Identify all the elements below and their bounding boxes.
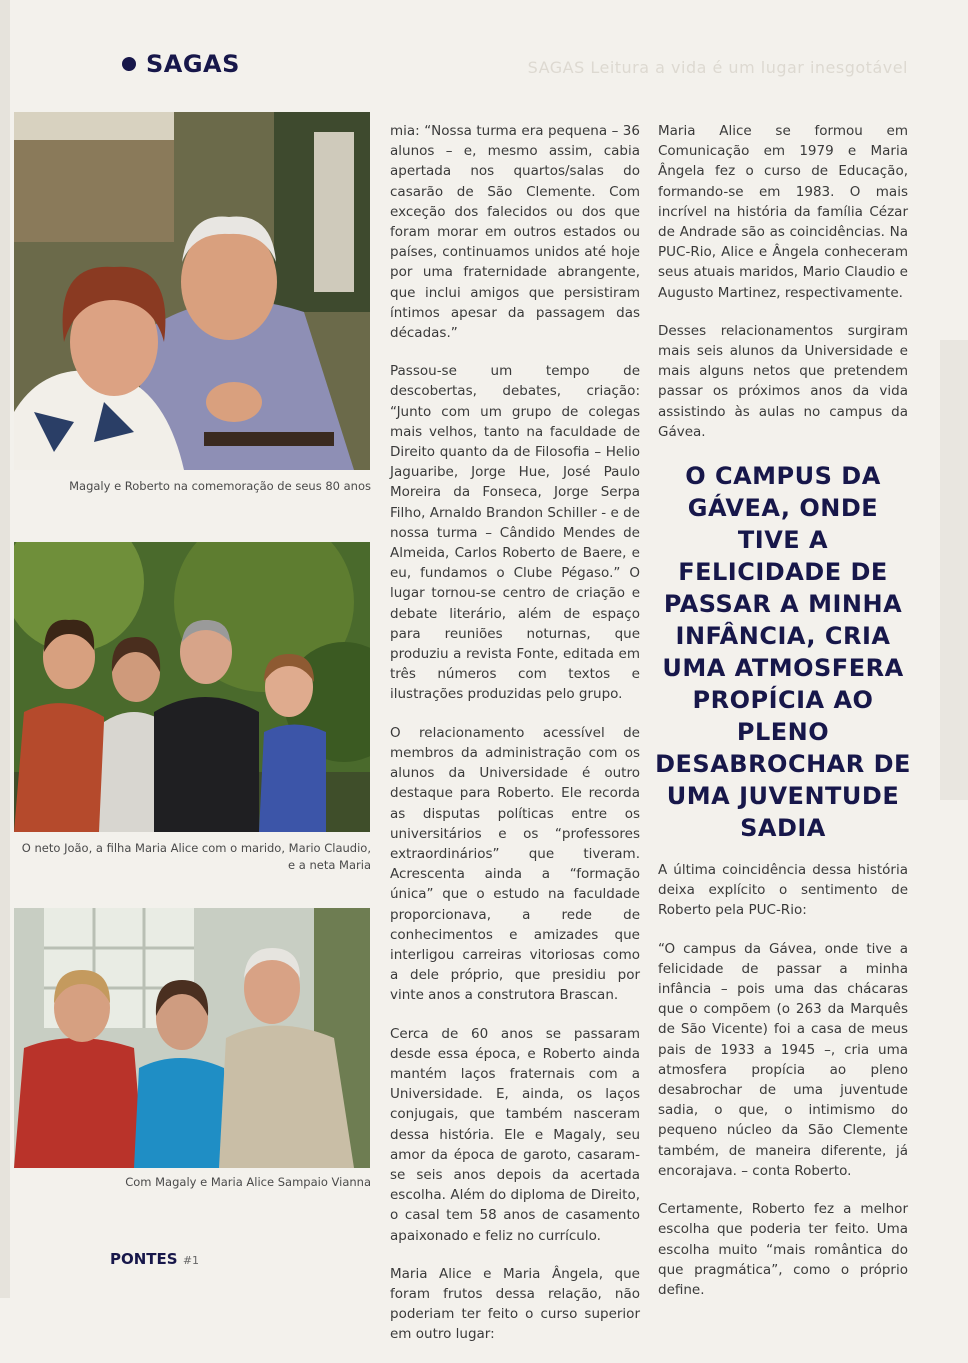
paragraph: “O campus da Gávea, onde tive a felicidade de passar a minha infância – pois uma das chácaras que o compõem (o 263 da Marquês de São Vicente) foi a casa de meus pais de 1933 a 1945 –, cria uma atmosfera propícia ao pleno desabrochar de uma juventude sadia, o que, o intimismo do pequeno núcleo da São Clemente também, de maneira diferente, já encorajava. – conta Roberto. (658, 940, 908, 1179)
photo-magaly-roberto (14, 112, 370, 470)
paragraph: O relacionamento acessível de membros da administração com os alunos da Universidade é outro destaque para Roberto. Ele recorda as disputas políticas entre os universitários e os “professores extraordinários” que tiveram. Acrescenta ainda a “formação única” que o estudo na faculdade proporcionava, a rede de conhecimentos e amizades que interligou carreiras vitoriosas como a dele próprio, que presidiu por vinte anos a construtora Brascan. (390, 724, 640, 1004)
photo-family-garden (14, 542, 370, 832)
paragraph: Cerca de 60 anos se passaram desde essa época, e Roberto ainda mantém laços fraternais com a Universidade. E, ainda, os laços conjugais, que também nasceram dessa história. Ele e Magaly, seu amor da época de garoto, casaram-se seis anos depois da acertada escolha. Além do diploma de Direito, o casal tem 58 anos de casamento apaixonado e feliz no currículo. (390, 1025, 640, 1244)
paragraph: Maria Alice se formou em Comunicação em 1979 e Maria Ângela fez o curso de Educação, formando-se em 1983. O mais incrível na história da família Cézar de Andrade são as coincidências. Na PUC-Rio, Alice e Ângela conheceram seus atuais maridos, Mario Claudio e Augusto Martinez, respectivamente. (658, 123, 908, 301)
photo-caption: Com Magaly e Maria Alice Sampaio Vianna (125, 1175, 371, 1189)
bullet-icon (122, 57, 136, 71)
page-edge (0, 0, 10, 1298)
paragraph: Desses relacionamentos surgiram mais seis alunos da Universidade e mais alguns netos que pretendem passar os próximos anos da vida assistindo às aulas no campus da Gávea. (658, 322, 908, 440)
section-title: SAGAS (146, 50, 240, 78)
photo-three-people (14, 908, 370, 1168)
photo-caption: Magaly e Roberto na comemoração de seus 80 anos (69, 479, 371, 493)
paragraph: Passou-se um tempo de descobertas, debates, criação: “Junto com um grupo de colegas mais velhos, tanto na faculdade de Direito quanto da de Filosofia – Helio Jaguaribe, Jorge Hue, José Paulo Moreira da Fonseca, Jorge Serpa Filho, Arnaldo Brandon Schiller - e de nossa turma – Cândido Mendes de Almeida, Carlos Roberto de Baere, e eu, fundamos o Clube Pégaso.” O lugar tornou-se centro de criação e debate literário, além de espaço para reuniões noturnas, que produziu a revista Fonte, editada em três números com textos e ilustrações produzidas pelo grupo. (390, 363, 640, 703)
page-shadow (940, 340, 968, 800)
paragraph: A última coincidência dessa história deixa explícito o sentimento de Roberto pela PUC-Rio: (658, 862, 908, 919)
magazine-brand: PONTES (110, 1250, 178, 1268)
paragraph: mia: “Nossa turma era pequena – 36 alunos – e, mesmo assim, cabia apertada nos quartos/salas do casarão de São Clemente. Com exceção dos falecidos ou dos que foram morar em outros estados ou países, continuamos unidos até hoje por uma fraternidade abrangente, que inclui amigos que persistiram íntimos apesar da passagem das décadas.” (390, 123, 640, 342)
photo-caption: O neto João, a filha Maria Alice com o marido, Mario Claudio, e a neta Maria (21, 841, 371, 872)
issue-number: #1 (182, 1254, 200, 1267)
paragraph: Maria Alice e Maria Ângela, que foram frutos dessa relação, não poderiam ter feito o curso superior em outro lugar: (390, 1265, 640, 1343)
article-column-middle (390, 121, 640, 1363)
section-header (122, 50, 240, 78)
article-column-right (655, 121, 911, 1318)
page-footer (110, 1250, 199, 1268)
paragraph: Certamente, Roberto fez a melhor escolha que poderia ter feito. Uma escolha muito “mais romântica do que pragmática”, como o próprio define. (658, 1201, 908, 1298)
show-through-text: SAGAS Leitura a vida é um lugar inesgotável (527, 58, 908, 77)
pull-quote: O CAMPUS DA GÁVEA, ONDE TIVE A FELICIDADE DE PASSAR A MINHA INFÂNCIA, CRIA UMA ATMOSFERA PROPÍCIA AO PLENO DESABROCHAR DE UMA JUVENTUDE SADIA (655, 462, 911, 843)
